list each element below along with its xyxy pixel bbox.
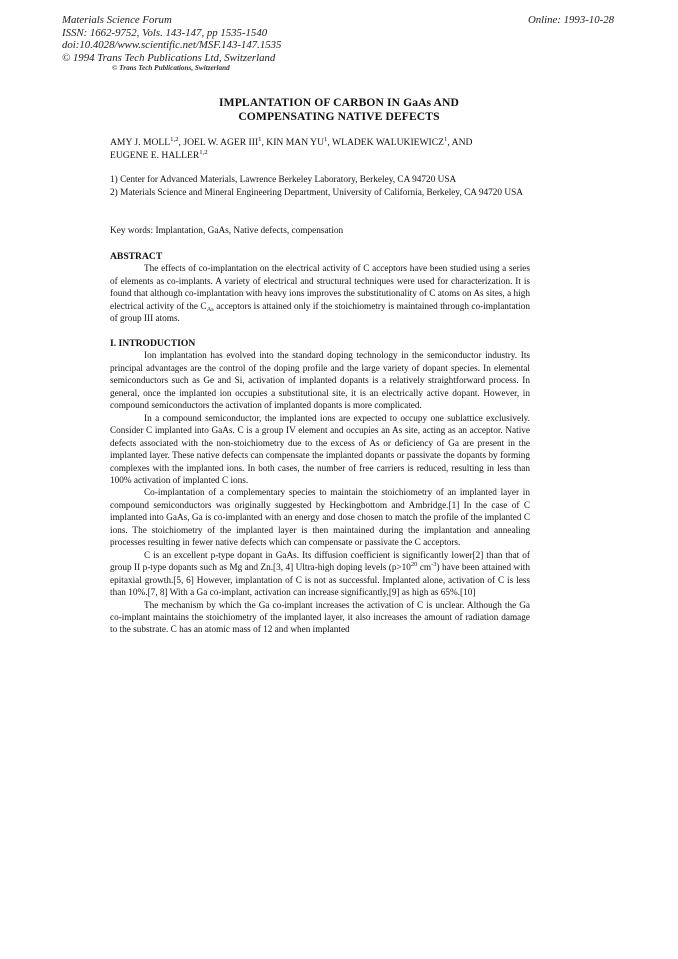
keywords: Key words: Implantation, GaAs, Native defects, compensation [110, 226, 344, 236]
author-ager-affil: 1 [258, 136, 262, 143]
intro-paragraph-2: In a compound semiconductor, the implanted ions are expected to occupy one sublattice exclusively. Consider C implanted into GaAs. C is a group IV element and occupies an As site, acting as an acceptor. Native defects associated with the non-stoichiometry due to the excess of As or deficiency of Ga are present in the implanted layer. These native defects can compensate the implanted dopants or passivate the dopants by forming complexes with the implanted ions. In both cases, the number of free carriers is reduced, resulting in less than 100% activation of implanted C ions. [110, 413, 530, 486]
affiliations [110, 174, 530, 199]
introduction-heading: I. INTRODUCTION [110, 338, 196, 349]
title-line-1: IMPLANTATION OF CARBON IN GaAs AND [219, 96, 459, 109]
author-walukiewicz-affil: 1 [444, 136, 448, 143]
introduction-section [110, 338, 530, 637]
paper-title [0, 96, 678, 124]
author-yu: , KIN MAN YU [261, 137, 325, 148]
author-and: , AND [447, 137, 473, 148]
intro-paragraph-4: C is an excellent p-type dopant in GaAs. Its diffusion coefficient is significantly lower[2] than that of group II p-type dopants such as Mg and Zn.[3, 4] Ultra-high doping levels ($p>10^{20}$ $cm^{-3}$) have been attained with epitaxial growth.[5, 6] However, implantation of C is not as successful. Implanted alone, activation of C is less than 10%.[7, 8] With a Ga co-implant, activation can increase significantly,[9] as high as 65%.[10] [110, 550, 530, 599]
title-line-2: COMPENSATING NATIVE DEFECTS [238, 110, 440, 123]
copyright-line: © 1994 Trans Tech Publications Ltd, Switzerland [62, 51, 276, 64]
affiliation-2: 2) Materials Science and Mineral Engineering Department, University of California, Berkeley, CA 94720 USA [110, 187, 523, 198]
author-haller-affil: 1,2 [199, 149, 208, 156]
author-list [110, 136, 530, 162]
online-date: Online: 1993-10-28 [527, 14, 614, 26]
c-as-subscript: As [206, 305, 214, 313]
affiliation-1: 1) Center for Advanced Materials, Lawrence Berkeley Laboratory, Berkeley, CA 94720 USA [110, 175, 457, 185]
intro-paragraph-5: The mechanism by which the Ga co-implant increases the activation of C is unclear. Although the Ga co-implant maintains the stoichiometry of the implanted layer, it also increases the amount of radiation damage to the substrate. C has an atomic mass of 12 and when implanted [110, 600, 530, 636]
author-haller: EUGENE E. HALLER [110, 150, 200, 161]
intro-paragraph-1: Ion implantation has evolved into the standard doping technology in the semiconductor industry. Its principal advantages are the control of the doping profile and the large variety of dopant species. In elemental semiconductors such as Ge and Si, activation of implanted dopants is a relatively straightforward process. In general, once the implanted ion occupies a substitutional site, it is an electrically active dopant. However, in compound semiconductors the activation of implanted dopants is more complicated. [110, 351, 530, 412]
author-ager: , JOEL W. AGER III [178, 137, 259, 148]
abstract-text: The effects of co-implantation on the electrical activity of C acceptors have been studied using a series of elements as co-implants. A variety of electrical and structural techniques were used for characterization. It is found that although co-implantation with heavy ions improves the substitutionality of C atoms on As sites, a high electrical activity of the $C_{As}$ acceptors is attained only if the stoichiometry is maintained through co-implantation of group III atoms. [110, 264, 530, 325]
publisher-stamp: © Trans Tech Publications, Switzerland [112, 64, 230, 72]
author-yu-affil: 1 [324, 136, 328, 143]
issn-line: ISSN: 1662-9752, Vols. 143-147, pp 1535-1540 [62, 26, 268, 39]
abstract-section [110, 251, 530, 326]
journal-name: Materials Science Forum [62, 14, 172, 26]
citation-block [62, 14, 281, 64]
author-moll: AMY J. MOLL [110, 137, 171, 148]
doi-line: doi:10.4028/www.scientific.net/MSF.143-147.1535 [62, 39, 282, 52]
author-walukiewicz: , WLADEK WALUKIEWICZ [327, 137, 445, 148]
abstract-heading: ABSTRACT [110, 251, 163, 262]
author-moll-affil: 1,2 [170, 136, 179, 143]
intro-paragraph-3: Co-implantation of a complementary species to maintain the stoichiometry of an implanted layer in compound semiconductors was originally suggested by Heckingbottom and Ambridge.[1] In the case of C implanted into GaAs, Ga is co-implanted with an energy and dose chosen to match the profile of the implanted C ions. The stoichiometry of the implanted layer is then maintained during the implantation and annealing processes resulting in fewer native defects which can compensate or passivate the C acceptors. [110, 488, 530, 549]
